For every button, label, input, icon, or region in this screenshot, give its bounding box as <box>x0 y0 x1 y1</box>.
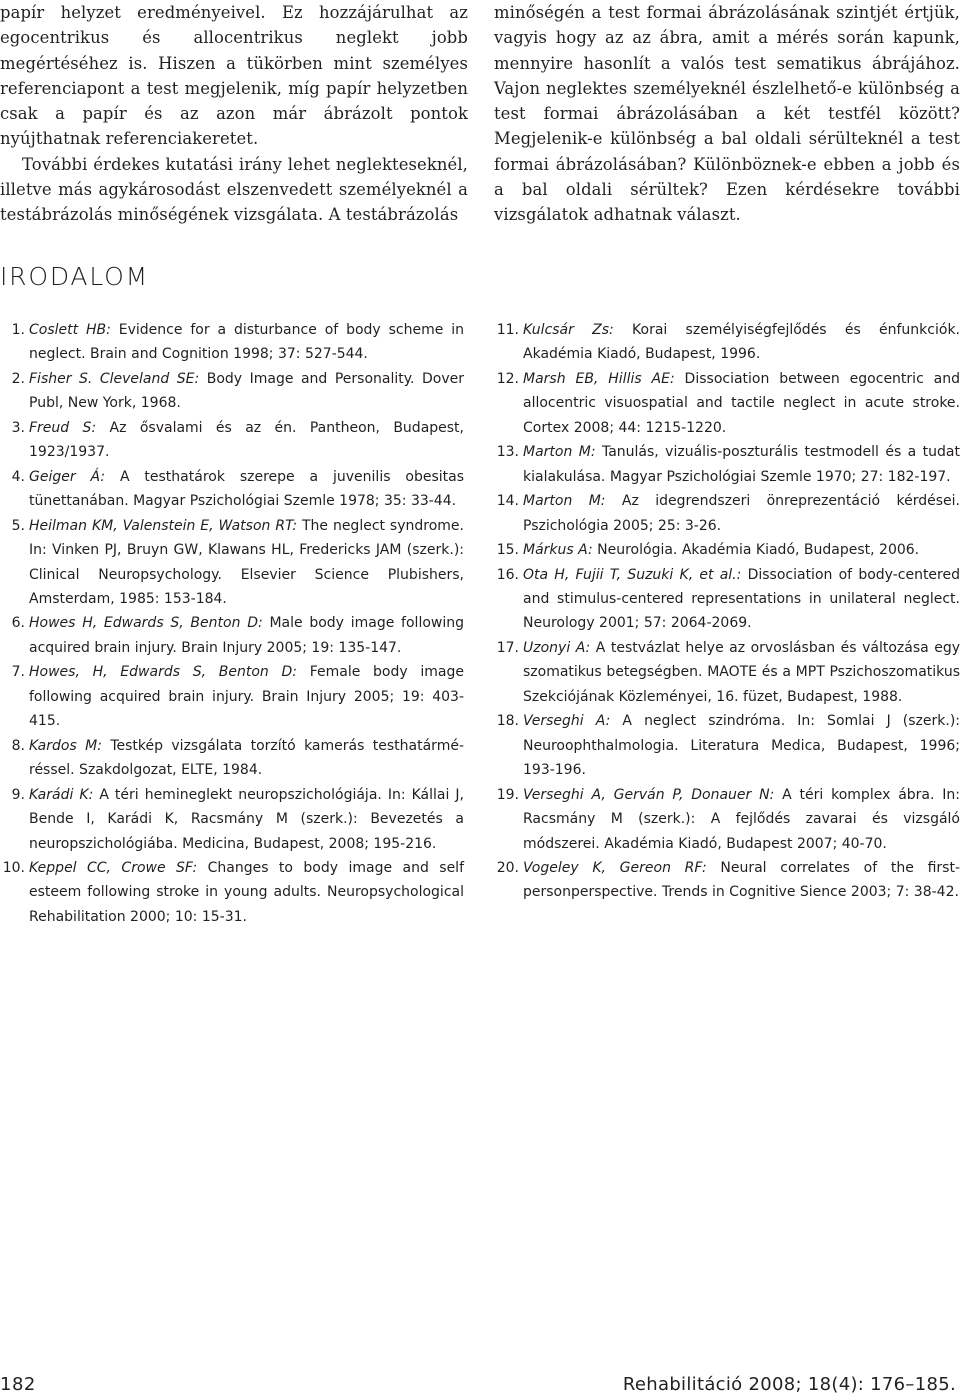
reference-number: 6. <box>11 615 25 632</box>
reference-number: 20. <box>496 859 519 876</box>
reference-text: Neurológia. Akadémia Kiadó, Budapest, 2006. <box>592 542 920 559</box>
reference-text: Changes to body image and self esteem following stroke in young adults. Neuropsychological Rehabilitation 2000; 10: 15-31. <box>29 859 464 925</box>
reference-item <box>0 465 464 514</box>
reference-number: 4. <box>11 468 25 485</box>
body-paragraph: minőségén a test formai ábrázolásának szintjét értjük, vagyis hogy az az ábra, amit a mérés során kapunk, mennyire hasonlít a valós test sematikus ábrájához. Vajon neglektes személyeknél észlelhető-e különbség a test formai ábrázolásában a két testfél között? Megjelenik-e különbség a bal oldali sérülteknél a test formai ábrázolásában? Különböznek-e ebben a jobb és a bal oldali sérültek? Ezen kérdésekre további vizsgálatok adhatnak választ. <box>494 3 960 225</box>
reference-item <box>494 318 960 367</box>
reference-authors: Kulcsár Zs: <box>523 322 614 338</box>
reference-authors: Karádi K: <box>29 786 94 803</box>
reference-item <box>494 538 960 562</box>
reference-text: Dissociation between egocentric and allocentric visuospatial and tactile neglect in acute stroke. Cortex 2008; 44: 1215-1220. <box>523 370 960 436</box>
reference-item <box>494 367 960 440</box>
reference-number: 10. <box>2 859 25 876</box>
reference-text: Az ősvalami és az én. Pantheon, Budapest, 1923/1937. <box>29 419 464 461</box>
reference-text: Dissociation of body-centered and stimulus-centered representations in unilateral neglect. Neurology 2001; 57: 2064-2069. <box>523 566 960 632</box>
reference-authors: Vogeley K, Gereon RF: <box>523 859 707 876</box>
reference-authors: Verseghi A: <box>523 713 611 730</box>
reference-number: 5. <box>11 517 25 534</box>
reference-number: 13. <box>496 444 519 461</box>
reference-number: 15. <box>496 542 519 559</box>
reference-authors: Uzonyi A: <box>523 639 591 656</box>
reference-item <box>0 734 464 783</box>
reference-authors: Heilman KM, Valenstein E, Watson RT: <box>29 517 298 534</box>
reference-number: 9. <box>11 786 25 803</box>
body-text-left-column <box>0 0 468 228</box>
reference-item <box>0 514 464 612</box>
section-heading: IRODALOM <box>0 262 150 291</box>
reference-item <box>0 318 464 367</box>
reference-text: Female body image following acquired brain injury. Brain Injury 2005; 19: 403-415. <box>29 664 464 730</box>
reference-text: A neglect szindróma. In: Somlai J (szerk.): Neuroophthalmologia. Literatura Medica, Budapest, 1996; 193-196. <box>523 713 960 779</box>
reference-number: 7. <box>11 664 25 681</box>
reference-text: A téri komplex ábra. In: Racsmány M (szerk.): A fejlődés zavarai és vizsgáló módszerei. Akadémia Kiadó, Budapest 2007; 40-70. <box>523 786 960 852</box>
reference-authors: Márkus A: <box>523 542 593 559</box>
reference-authors: Marton M: <box>523 444 596 461</box>
reference-authors: Howes H, Edwards S, Benton D: <box>29 615 263 632</box>
body-paragraph: További érdekes kutatási irány lehet neglekteseknél, illetve más agykárosodást elszenvedett személyeknél a testábrázolás minőségének vizsgálata. A testábrázolás <box>0 154 468 225</box>
reference-text: Evidence for a disturbance of body scheme in neglect. Brain and Cognition 1998; 37: 527-544. <box>29 322 464 363</box>
reference-number: 11. <box>496 322 519 338</box>
reference-item <box>494 856 960 905</box>
reference-authors: Keppel CC, Crowe SF: <box>29 859 198 876</box>
reference-item <box>0 611 464 660</box>
reference-authors: Marsh EB, Hillis AE: <box>523 370 675 387</box>
reference-number: 8. <box>11 737 25 754</box>
reference-text: Tanulás, vizuális-poszturális testmodell és a tudat kialakulása. Magyar Pszichológiai Szemle 1970; 27: 182-197. <box>523 444 960 485</box>
body-text-right-column <box>494 0 960 228</box>
reference-authors: Verseghi A, Gerván P, Donauer N: <box>523 786 775 803</box>
reference-text: Testkép vizsgálata torzító kamerás testhatárméréssel. Szakdolgozat, ELTE, 1984. <box>29 737 465 779</box>
body-paragraph: papír helyzet eredményeivel. Ez hozzájárulhat az egocentrikus és allocentrikus neglekt jobb megértéséhez is. Hiszen a tükörben mint személyes referenciapont a test megjelenik, míg papír helyzetben csak a papír és az azon már ábrázolt pontok nyújthatnak referenciakeretet. <box>0 3 468 149</box>
reference-item <box>0 367 464 416</box>
reference-authors: Geiger Á: <box>29 468 106 485</box>
reference-text: Neural correlates of the first-personperspective. Trends in Cognitive Sience 2003; 7: 38-42. <box>523 859 960 901</box>
journal-citation: Rehabilitáció 2008; 18(4): 176–185. <box>622 1374 956 1395</box>
reference-item <box>0 856 464 929</box>
reference-item <box>0 416 464 465</box>
reference-number: 12. <box>496 370 519 387</box>
reference-number: 16. <box>496 566 519 583</box>
reference-text: A testvázlat helye az orvoslásban és változása egy szomatikus betegségben. MAOTE és a MPT Pszichoszomatikus Szekciójának Közleményei, 16. füzet, Budapest, 1988. <box>523 639 960 705</box>
reference-list-right <box>494 318 960 905</box>
reference-text: Korai személyiségfejlődés és énfunkciók. Akadémia Kiadó, Budapest, 1996. <box>523 322 960 363</box>
reference-number: 17. <box>496 639 519 656</box>
reference-text: Male body image following acquired brain injury. Brain Injury 2005; 19: 135-147. <box>29 615 465 656</box>
reference-text: A téri hemineglekt neuropszichológiája. In: Kállai J, Bende I, Karádi K, Racsmány M (szerk.): Bevezetés a neuropszichológiába. Medicina, Budapest, 2008; 195-216. <box>29 786 464 852</box>
reference-text: Body Image and Personality. Dover Publ, New York, 1968. <box>29 370 464 412</box>
reference-item <box>0 783 464 856</box>
reference-authors: Marton M: <box>523 493 606 510</box>
reference-item <box>494 783 960 856</box>
reference-authors: Freud S: <box>29 419 97 436</box>
reference-item <box>494 440 960 489</box>
reference-item <box>494 636 960 709</box>
reference-number: 18. <box>496 713 519 730</box>
reference-text: Az idegrendszeri önreprezentáció kérdései. Pszichológia 2005; 25: 3-26. <box>523 493 960 534</box>
reference-number: 1. <box>11 322 25 338</box>
reference-authors: Kardos M: <box>29 737 102 754</box>
reference-authors: Coslett HB: <box>29 322 111 338</box>
reference-number: 19. <box>496 786 519 803</box>
reference-number: 14. <box>496 493 519 510</box>
reference-number: 2. <box>11 370 25 387</box>
reference-item <box>494 563 960 636</box>
page-number: 182 <box>0 1374 36 1395</box>
reference-item <box>494 709 960 782</box>
reference-list-left <box>0 318 464 929</box>
reference-text: The neglect syndrome. In: Vinken PJ, Bruyn GW, Klawans HL, Fredericks JAM (szerk.): Clinical Neuropsychology. Elsevier Science Plubishers, Amsterdam, 1985: 153-184. <box>29 517 464 607</box>
reference-authors: Ota H, Fujii T, Suzuki K, et al.: <box>523 566 742 583</box>
reference-authors: Fisher S. Cleveland SE: <box>29 370 200 387</box>
reference-item <box>0 660 464 733</box>
reference-number: 3. <box>11 419 25 436</box>
reference-authors: Howes, H, Edwards S, Benton D: <box>29 664 297 681</box>
reference-text: A testhatárok szerepe a juvenilis obesitas tünettanában. Magyar Pszichológiai Szemle 1978; 35: 33-44. <box>29 468 464 510</box>
reference-item <box>494 489 960 538</box>
